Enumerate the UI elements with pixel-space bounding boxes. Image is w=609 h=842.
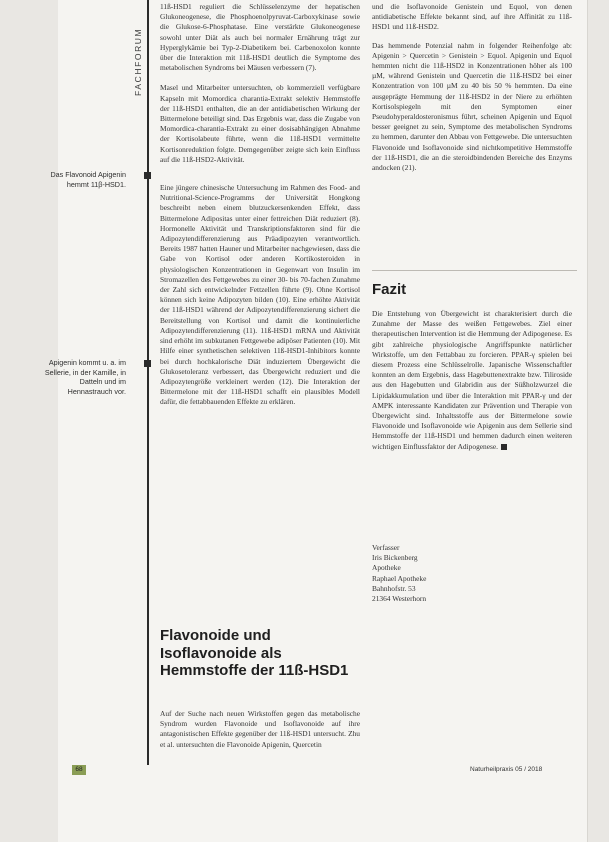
author-line: 21364 Westerhorn: [372, 594, 427, 604]
author-block: [372, 543, 572, 604]
author-name: Iris Bickenberg: [372, 553, 418, 563]
margin-rule: [147, 0, 149, 765]
column-right: [372, 2, 572, 179]
paragraph-flavonoide: Auf der Suche nach neuen Wirkstoffen gegen das metabolische Syndrom wurden Flavonoide und Isoflavonoide auf ihre antagonistischen Effekte gegenüber der 11ß-HSD1 untersucht. Zhu et al. untersuchten die Flavonoide Apigenin, Quercetin: [160, 709, 360, 749]
paragraph: 11ß-HSD1 reguliert die Schlüsselenzyme der hepatischen Glukoneogenese, die Phosphoenolpyruvat-Carboxykinase sowie die Glukose-6-Phosphatase. Eine verstärkte Glukoneogenese sowohl unter Diät als auch bei normaler Ernährung trägt zur Hyperglykämie bei Typ-2-Diabetikern bei. Carbenoxolon konnte über die Interaktion mit 11ß-HSD1 deutlich die Symptome des metabolischen Syndroms bei Mäusen verbessern (7).: [160, 2, 360, 73]
column-left: [160, 2, 360, 414]
sidenote-marker: [144, 172, 151, 179]
page-number: 68: [72, 765, 86, 775]
paragraph: Eine jüngere chinesische Untersuchung im Rahmen des Food- and Nutritional-Science-Programms der Universität Hongkong beschreibt neben einem blutzuckersenkenden Effekt, dass Bittermelone Adipositas unter einer fettreichen Diät reduziert (8). Hormonelle Aktivität und Transkriptionsfaktoren sind für die Adipozytendifferenzierung aus Präadipozyten verantwortlich. Bereits 1987 hatten Hauner und Mitarbeiter nachgewiesen, dass die Gabe von Kortisol oder anderen Kortikosteroiden in physiologischen Konzentrationen in Gegenwart von Insulin im Stromazellen des Fettgewebes zu einer 30- bis 70-fachen Zunahme der Zahl sich entwickelnder Fettzellen führte (9). Ohne Kortisol können sich keine Adipozyten bilden (10). Eine erhöhte Aktivität der 11ß-HSD1 während der Adipozytendifferenzierung sichert die Bereitstellung von Kortisol und damit die kontinuierliche Adipozytendifferenzierung (11). 11ß-HSD1 mRNA und Aktivität sind erhöht im subkutanen Fettgewebe adipöser Patienten (10). Mit Hilfe einer synthetischen selektiven 11ß-HSD1-Inhibitors konnte bei durch hochkalorische Diät induziertem Übergewicht die Glukosetoleranz verbessert, das Übergewicht reduziert und die Adipozytengröße verkleinert werden (12). Die Interaktion der Bittermelone mit der 11ß-HSD1 schafft ein plausibles Modell dafür, die fettabbauenden Effekte zu erklären.: [160, 183, 360, 407]
paragraph: Masel und Mitarbeiter untersuchten, ob kommerziell verfügbare Kapseln mit Momordica charantia-Extrakt selektiv Hemmstoffe der 11ß-HSD1 enthalten, die an der antidiabetischen Wirkung der Bittermelone beteiligt sind. Das Ergebnis war, dass die Zugabe von Momordica-charantia-Extrakt zu einer dosisabhängigen Abnahme der Kortisolabeute führte, wenn die 11ß-HSD1 vermittelte Kortisonreduktion folgte. Demgegenüber zeigte sich kein Einfluss auf die 11ß-HSD2-Aktivität.: [160, 83, 360, 164]
fazit-text: [372, 309, 572, 452]
paragraph: Das hemmende Potenzial nahm in folgender Reihenfolge ab: Apigenin > Quercetin > Genistein > Equol. Apigenin und Equol hemmten nicht die 11ß-HSD2 in Konzentrationen höher als 100 µM, während Genistein und Quercetin die 11ß-HSD2 bei einer Konzentration von 100 µM zu 40 bis 50 % hemmten. Da eine ausgeprägte Hemmung der 11ß-HSD2 in der Niere zu erhöhten Kortisolspiegeln mit den Symptomen einer Pseudohyperaldosteronismus führt, scheinen Apigenin und Equol besser geeignet zu sein, Symptome des metabolischen Syndroms zu hemmen, darunter den Abbau von Fettgewebe. Die untersuchten Flavonoide und Isoflavonoide sind nichtkompetitive Hemmstoffe der 11ß-HSD1, die an die steroidbindenden Bereiche des Enzyms andocken (21).: [372, 40, 572, 173]
sidenote-occurrence: Apigenin kommt u. a. im Sellerie, in der Kamille, in Datteln und im Hennastrauch vor.: [44, 358, 126, 396]
fazit-paragraph: Die Entstehung von Übergewicht ist charakterisiert durch die Zunahme der Masse des weißen Fettgewebes. Ziel einer therapeutischen Intervention ist die Hemmung der Adipogenese. Es gibt zahlreiche physiologische Angriffspunkte natürlicher Wirkstoffe, um den Fettabbau zu forcieren. PPAR-γ spielen bei diesem Prozess eine Schlüsselrolle. Japanische Wissenschaftler konnten an dem Ergebnis, dass Hagebuttenextrakte bzw. Tiliroside aus den Hagebutten und Glabridin aus der Süßholzwurzel die Lipidakkumulation und über die Interaktion mit PPAR-γ und der AMPK interessante Kandidaten zur Prävention und Therapie von Übergewicht sind. Inhaltsstoffe aus der Bittermelone sowie Flavonoide und Isoflavonoide wie Apigenin aus dem Sellerie sind Hemmstoffe der 11ß-HSD1 und hemmen dadurch einen weiteren wichtigen Einflussfaktor der Adipogenese.: [372, 309, 572, 451]
author-line: Raphael Apotheke: [372, 573, 427, 583]
section-heading-fazit: Fazit: [372, 281, 407, 298]
end-mark-icon: [501, 444, 507, 450]
section-heading-flavonoide: Flavonoide und Isoflavonoide als Hemmstoffe der 11ß-HSD1: [160, 627, 349, 679]
footer-journal: Naturheilpraxis 05 / 2018: [470, 766, 543, 773]
author-line: Bahnhofstr. 53: [372, 583, 416, 593]
author-line: Apotheke: [372, 563, 401, 573]
author-label: Verfasser: [372, 543, 400, 552]
paragraph: und die Isoflavonoide Genistein und Equol, von denen antidiabetische Effekte bekannt sind, auf ihre Affinität zu 11ß-HSD1 und 11ß-HSD2.: [372, 2, 572, 32]
sidenote-marker: [144, 360, 151, 367]
sidenote-apigenin: Das Flavonoid Apigenin hemmt 11β-HSD1.: [50, 170, 126, 189]
section-divider: [372, 270, 577, 271]
rubric-label: FACHFORUM: [133, 27, 143, 96]
